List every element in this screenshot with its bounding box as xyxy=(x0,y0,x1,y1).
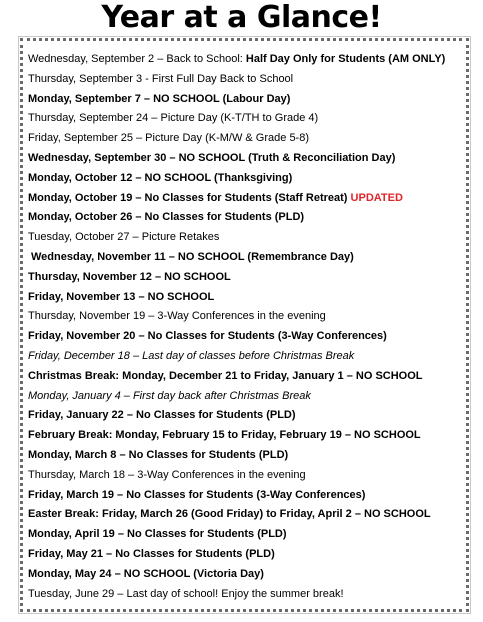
event-text: Monday, March 8 – No Classes for Students (PLD) xyxy=(28,448,289,461)
event-text: Friday, May 21 – No Classes for Students (PLD) xyxy=(28,547,275,560)
event-text: Tuesday, June 29 – Last day of school! Enjoy the summer break! xyxy=(28,587,344,600)
event-item xyxy=(28,545,468,565)
event-item xyxy=(28,327,468,347)
event-item xyxy=(28,585,468,605)
event-text: Thursday, September 24 – Picture Day (K-T/TH to Grade 4) xyxy=(28,112,319,125)
event-item xyxy=(28,268,468,288)
event-text: Monday, May 24 – NO SCHOOL (Victoria Day) xyxy=(28,567,264,580)
event-text: Wednesday, September 30 – NO SCHOOL (Truth & Reconciliation Day) xyxy=(28,151,396,164)
event-item xyxy=(28,446,468,466)
event-text: Friday, January 22 – No Classes for Students (PLD) xyxy=(28,409,296,422)
event-text: Friday, March 19 – No Classes for Students (3-Way Conferences) xyxy=(28,488,366,501)
event-item xyxy=(28,565,468,585)
event-item xyxy=(28,486,468,506)
event-text: Tuesday, October 27 – Picture Retakes xyxy=(28,231,220,244)
event-text: Thursday, November 12 – NO SCHOOL xyxy=(28,270,231,283)
event-item xyxy=(28,347,468,367)
event-text: Friday, December 18 – Last day of classes before Christmas Break xyxy=(28,349,355,362)
events-list xyxy=(28,50,468,604)
event-item xyxy=(28,505,468,525)
event-item xyxy=(28,149,468,169)
updated-badge: UPDATED xyxy=(350,191,403,204)
event-item xyxy=(28,248,468,268)
event-item xyxy=(28,169,468,189)
event-text: Thursday, November 19 – 3-Way Conferences in the evening xyxy=(28,310,326,323)
page-title: Year at a Glance! xyxy=(101,0,382,35)
event-text: Monday, September 7 – NO SCHOOL (Labour Day) xyxy=(28,92,291,105)
event-item xyxy=(28,208,468,228)
event-text: Thursday, September 3 - First Full Day Back to School xyxy=(28,72,294,85)
event-item xyxy=(28,50,468,70)
event-item xyxy=(28,406,468,426)
event-item xyxy=(28,228,468,248)
event-item xyxy=(28,129,468,149)
event-description: Half Day Only for Students (AM ONLY) xyxy=(245,53,446,65)
event-item xyxy=(28,90,468,110)
event-text: Easter Break: Friday, March 26 (Good Friday) to Friday, April 2 – NO SCHOOL xyxy=(28,508,431,521)
event-text: February Break: Monday, February 15 to Friday, February 19 – NO SCHOOL xyxy=(28,429,421,442)
event-item xyxy=(28,387,468,407)
event-item xyxy=(28,426,468,446)
event-item xyxy=(28,288,468,308)
event-date: Wednesday, September 2 – Back to School: xyxy=(28,53,246,65)
event-text: Monday, April 19 – No Classes for Students (PLD) xyxy=(28,528,287,541)
event-item xyxy=(28,70,468,90)
event-text: Wednesday, November 11 – NO SCHOOL (Remembrance Day) xyxy=(31,250,354,263)
event-item xyxy=(28,466,468,486)
event-text: Friday, November 20 – No Classes for Students (3-Way Conferences) xyxy=(28,330,387,343)
event-text: Monday, January 4 – First day back after Christmas Break xyxy=(28,389,311,402)
event-text: Christmas Break: Monday, December 21 to Friday, January 1 – NO SCHOOL xyxy=(28,369,423,382)
event-text: Monday, October 12 – NO SCHOOL (Thanksgiving) xyxy=(28,171,293,184)
event-item xyxy=(28,525,468,545)
event-item xyxy=(28,367,468,387)
event-text: Monday, October 26 – No Classes for Students (PLD) xyxy=(28,211,305,224)
event-text: Thursday, March 18 – 3-Way Conferences in the evening xyxy=(28,468,306,481)
event-text: Friday, November 13 – NO SCHOOL xyxy=(28,290,215,303)
event-item xyxy=(28,109,468,129)
event-text: Monday, October 19 – No Classes for Students (Staff Retreat) xyxy=(28,191,348,204)
event-text: Friday, September 25 – Picture Day (K-M/W & Grade 5-8) xyxy=(28,132,309,145)
event-item xyxy=(28,307,468,327)
event-item xyxy=(28,189,468,209)
